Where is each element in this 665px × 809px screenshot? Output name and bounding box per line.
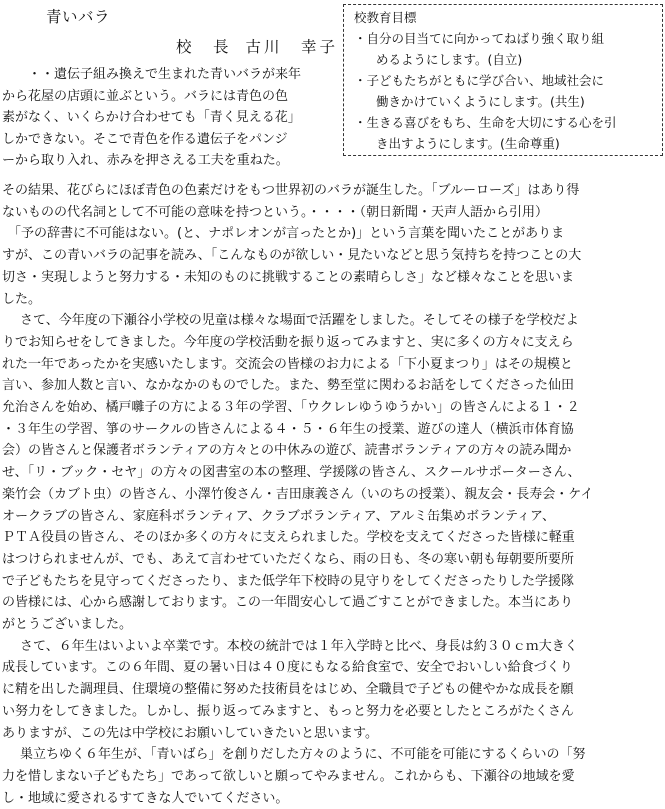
text-line: すが、この青いバラの記事を読み、「こんなものが欲しい・見たいなどと思う気持ちを持つことの大	[2, 248, 582, 264]
text-line: さて、今年度の下瀬谷小学校の児童は様々な場面で活躍をしました。そしてその様子を学校だよ	[20, 313, 579, 329]
text-line: 成長しています。この６年間、夏の暑い日は４０度にもなる給食室で、安全でおいしい給食づくり	[2, 660, 573, 676]
text-line: さて、６年生はいよいよ卒業です。本校の統計では１年入学時と比べ、身長は約３０ｃｍ大きく	[20, 638, 578, 654]
author-line	[176, 36, 352, 58]
text-line: した。	[2, 291, 42, 307]
goals-heading: 校教育目標	[354, 10, 417, 25]
goal-line: 働きかけていくようにします。(共生)	[376, 94, 585, 109]
text-line: ないものの代名詞として不可能の意味を持つという。・・・・（朝日新聞・天声人語から引用）	[2, 204, 549, 220]
goal-line: ・生きる喜びをもち、生命を大切にする心を引	[354, 115, 617, 130]
text-line: ・・遺伝子組み換えで生まれた青いバラが来年	[28, 67, 302, 82]
article-title: 青いバラ	[46, 8, 111, 26]
text-line: ありますが、この先は中学校にお願いしていきたいと思います。	[2, 725, 378, 741]
text-line: ーから取り入れ、赤みを押さえる工夫を重ねた。	[2, 153, 289, 168]
goal-line: めるようにします。(自立)	[376, 52, 523, 67]
text-line: 允治さんを始め、橘戸囃子の方による３年の学習、「ウクレレゆうゆうかい」の皆さんによる１・２	[2, 400, 580, 416]
goal-line: ・自分の目当てに向かってねばり強く取り組	[354, 31, 605, 46]
goal-line: き出すようにします。(生命尊重)	[376, 136, 560, 151]
text-line: い努力をしてきました。しかし、振り返ってみますと、もっと努力を必要としたところがたくさん	[2, 703, 575, 719]
text-line: の皆様には、心から感謝しております。この一年間安心して過ごすことができました。本当にあり	[2, 595, 573, 611]
body-text	[2, 180, 663, 809]
text-line: 素がなく、いくらかけ合わせても「青く見える花」	[2, 110, 301, 125]
text-line: せ、「リ・ブック・セヤ」の方々の図書室の本の整理、学援隊の皆さん、スクールサポーターさん、	[2, 465, 581, 481]
text-line: その結果、花びらにほぼ青色の色素だけをもつ世界初のバラが誕生した。「ブルーローズ」はあり得	[2, 183, 580, 198]
intro-paragraph	[2, 64, 336, 172]
author-name: 古川 幸子	[245, 38, 339, 56]
text-line: し・地域に愛されるすてきな人でいてください。	[2, 790, 289, 806]
text-line: れた一年であったかを実感いたします。交流会の皆様のお力による「下小夏まつり」はその規模と	[2, 356, 573, 372]
text-line: 会）の皆さんと保護者ボランティアの方々との中休みの遊び、読書ボランティアの方々の読み聞か	[2, 443, 572, 459]
text-line: ・３年生の学習、箏のサークルの皆さんによる４・５・６年生の授業、遊びの達人（横浜市体育協	[2, 421, 574, 437]
text-line: がとうございました。	[2, 617, 133, 633]
author-role: 校 長	[176, 38, 232, 56]
text-line: から花屋の店頭に並ぶという。バラには青色の色	[2, 88, 289, 104]
text-line: オークラブの皆さん、家庭科ボランティア、クラブボランティア、アルミ缶集めボランティア、	[2, 508, 556, 524]
text-line: りでお知らせをしてきました。今年度の学校活動を振り返ってみますと、実に多くの方々に支えら	[2, 334, 574, 350]
text-line: 「予の辞書に不可能はない。(と、ナポレオンが言ったとか)」という言葉を聞いたことがありま	[8, 226, 565, 242]
text-line: に精を出した調理員、住環境の整備に努めた技術員をはじめ、全職員で子どもの健やかな成長を願	[2, 682, 574, 698]
school-goals-box	[343, 4, 663, 156]
text-line: はつけられませんが、でも、あえて言わせていただくなら、雨の日も、冬の寒い朝も毎朝要所要所	[2, 551, 575, 567]
goal-line: ・子どもたちがともに学び合い、地域社会に	[354, 73, 605, 88]
text-line: しかできない。そこで青色を作る遺伝子をパンジ	[2, 131, 288, 147]
text-line: ＰＴＡ役員の皆さん、そのほか多くの方々に支えられました。学校を支えてくださった皆様に軽重	[2, 530, 575, 546]
text-line: 力を惜しまない子どもたち」であって欲しいと願ってやみません。これからも、下瀬谷の地域を愛	[2, 768, 575, 784]
text-line: 楽竹会（カブト虫）の皆さん、小澤竹俊さん・吉田康義さん（いのちの授業）、親友会・長寿会・ケイ	[2, 486, 594, 502]
text-line: で子どもたちを見守ってくださったり、また低学年下校時の見守りをしてくださったりした学援隊	[2, 573, 575, 589]
text-line: 巣立ちゆく６年生が、「青いばら」を創りだした方々のように、不可能を可能にするくらいの「努	[20, 747, 586, 763]
text-line: 言い、参加人数と言い、なかなかのものでした。また、勢至堂に関わるお話をしてくださった仙田	[2, 378, 575, 394]
text-line: 切さ・実現しようと努力する・未知のものに挑戦することの素晴らしさ」など様々なことを思いま	[2, 269, 575, 285]
